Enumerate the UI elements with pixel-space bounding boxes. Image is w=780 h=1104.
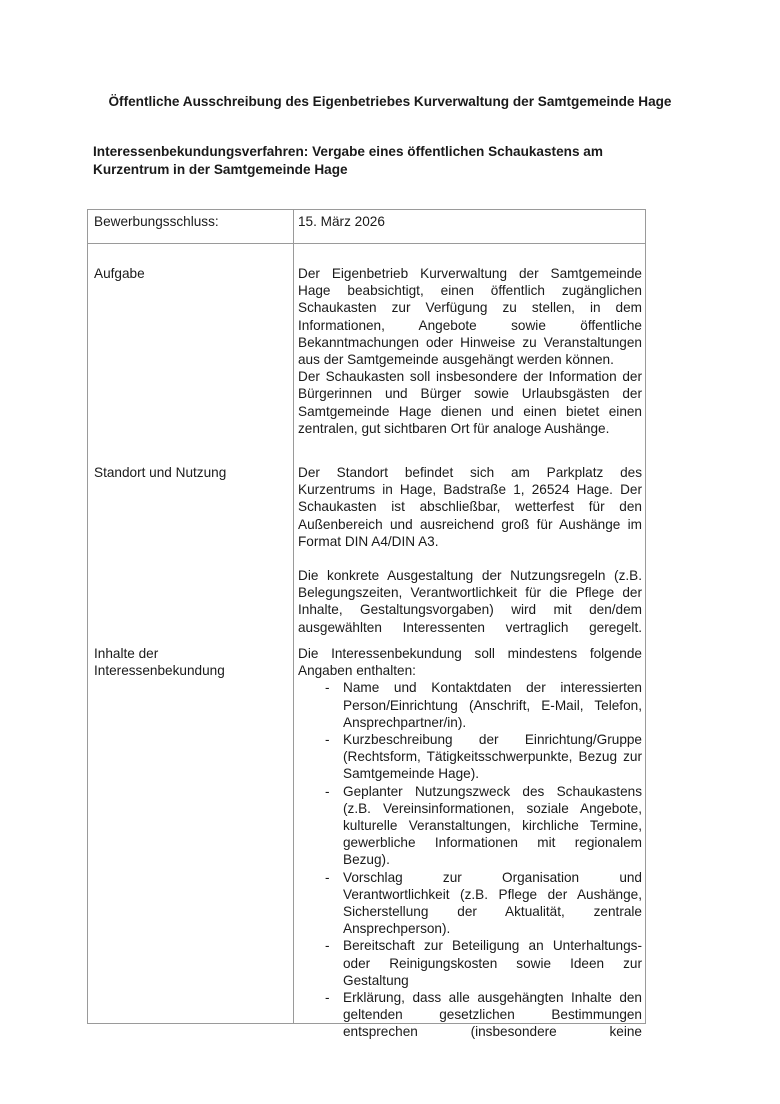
dash-bullet-icon: - (325, 938, 330, 954)
task-label: Aufgabe (94, 266, 145, 281)
contents-intro: Die Interessenbekundung soll mindestens folgende Angaben enthalten: (298, 646, 642, 679)
list-item: - Geplanter Nutzungszweck des Schaukastens (z.B. Vereinsinformationen, soziale Angebote, kulturelle Veranstaltungen, kirchliche Termine, gewerbliche Informationen mit regionalem Bezug). (325, 783, 642, 868)
dash-bullet-icon: - (325, 990, 330, 1006)
dash-bullet-icon: - (325, 783, 330, 799)
list-item: - Bereitschaft zur Beteiligung an Unterhaltungs- oder Reinigungskosten sowie Ideen zur Gestaltung (325, 938, 642, 988)
task-paragraph: Der Eigenbetrieb Kurverwaltung der Samtgemeinde Hage beabsichtigt, einen öffentlich zugänglichen Schaukasten zur Verfügung zu stellen, in dem Informationen, Angebote sowie öffentliche Bekanntmachungen oder Hinweise zu Veranstaltungen aus der Samtgemeinde ausgehängt werden können. (298, 266, 642, 368)
list-item: - Vorschlag zur Organisation und Verantwortlichkeit (z.B. Pflege der Aushänge, Sicherstellung der Aktualität, zentrale Ansprechperson). (325, 869, 642, 937)
task-paragraph: Der Schaukasten soll insbesondere der Information der Bürgerinnen und Bürger sowie Urlaubsgästen der Samtgemeinde Hage dienen und einen bietet einen zentralen, gut sichtbaren Ort für analoge Aushänge. (298, 369, 642, 436)
dash-bullet-icon: - (325, 732, 330, 748)
procedure-subtitle: Interessenbekundungsverfahren: Vergabe eines öffentlichen Schaukastens am Kurzentrum in der Samtgemeinde Hage (93, 144, 603, 177)
deadline-value: 15. März 2026 (298, 214, 385, 229)
page-title: Öffentliche Ausschreibung des Eigenbetriebes Kurverwaltung der Samtgemeinde Hage (108, 94, 672, 109)
task-value (298, 265, 642, 437)
location-paragraph: Die konkrete Ausgestaltung der Nutzungsregeln (z.B. Belegungszeiten, Verantwortlichkeit für die Pflege der Inhalte, Gestaltungsvorgaben) wird mit den/dem ausgewählten Interessenten vertraglich geregelt. (298, 568, 642, 635)
info-table (87, 209, 646, 1040)
list-item: - Kurzbeschreibung der Einrichtung/Gruppe (Rechtsform, Tätigkeitsschwerpunkte, Bezug zur Samtgemeinde Hage). (325, 732, 642, 782)
dash-bullet-icon: - (325, 869, 330, 885)
list-item: - Erklärung, dass alle ausgehängten Inhalte den geltenden gesetzlichen Bestimmungen entsprechen (insbesondere keine (325, 990, 642, 1040)
location-label: Standort und Nutzung (94, 465, 227, 480)
location-paragraph: Der Standort befindet sich am Parkplatz des Kurzentrums in Hage, Badstraße 1, 26524 Hage. Der Schaukasten ist abschließbar, wetterfest für den Außenbereich und ausreichend groß für Aushänge im Format DIN A4/DIN A3. (298, 465, 642, 549)
dash-bullet-icon: - (325, 680, 330, 696)
contents-value (298, 645, 642, 1041)
list-item: - Name und Kontaktdaten der interessierten Person/Einrichtung (Anschrift, E-Mail, Telefon, Ansprechpartner/in). (325, 680, 642, 730)
row-divider (88, 243, 645, 244)
column-divider (293, 210, 294, 1023)
required-info-list (298, 679, 642, 1040)
location-value (298, 464, 642, 636)
contents-label: Inhalte der Interessenbekundung (94, 646, 225, 679)
deadline-label: Bewerbungsschluss: (94, 214, 219, 229)
